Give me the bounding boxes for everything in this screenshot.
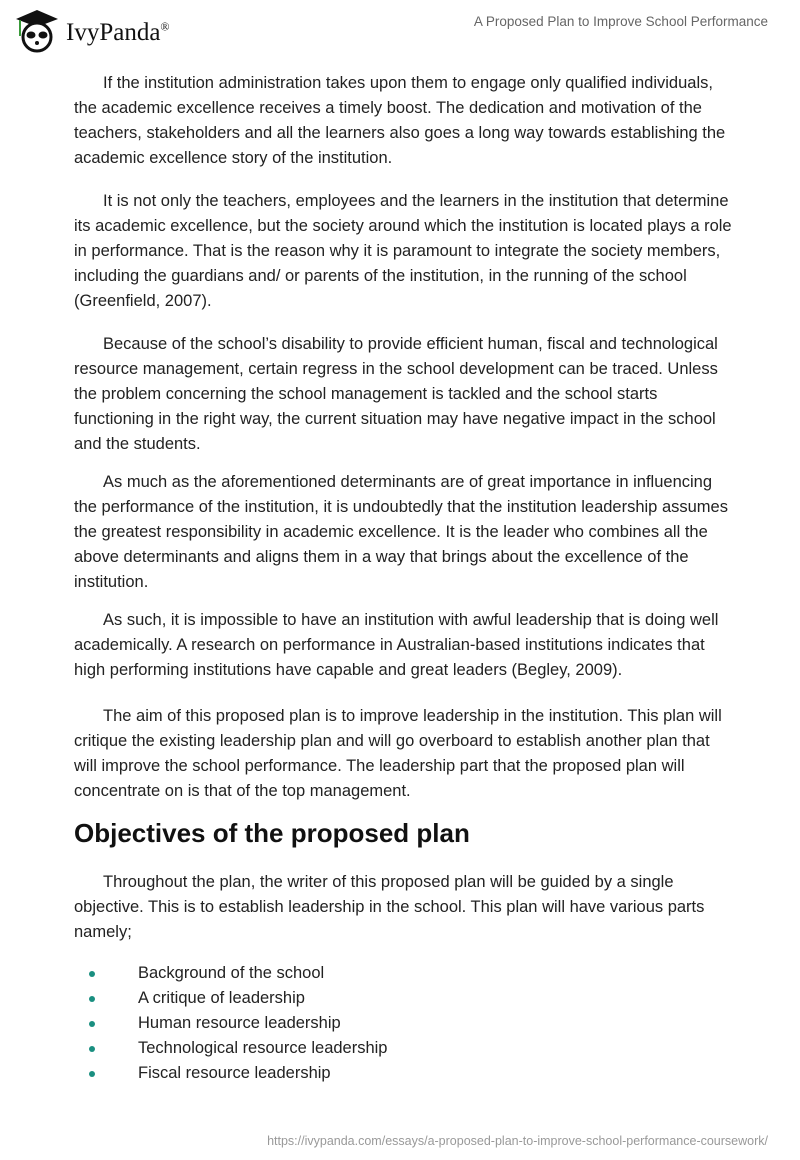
paragraph: If the institution administration takes upon them to engage only qualified individuals, the academic excellence receives a timely boost. The dedication and motivation of the teachers, stakeholders and all the learners also goes a long way towards establishing the academic excellence story of the institution. <box>74 74 726 167</box>
plan-parts-list <box>74 961 387 1086</box>
panda-graduate-icon <box>14 8 60 54</box>
list-item: A critique of leadership <box>74 986 387 1011</box>
source-url[interactable]: https://ivypanda.com/essays/a-proposed-plan-to-improve-school-performance-coursework/ <box>267 1134 768 1148</box>
section-heading: Objectives of the proposed plan <box>74 818 470 848</box>
list-item: Background of the school <box>74 961 387 986</box>
bullet-icon <box>89 971 95 977</box>
bullet-icon <box>89 1046 95 1052</box>
objectives-intro: Throughout the plan, the writer of this proposed plan will be guided by a single objective. This is to establish leadership in the school. This plan will have various parts namely; <box>74 873 705 941</box>
bullet-icon <box>89 1021 95 1027</box>
bullet-icon <box>89 1071 95 1077</box>
paragraph: As much as the aforementioned determinants are of great importance in influencing the performance of the institution, it is undoubtedly that the institution leadership assumes the greatest responsibility in academic excellence. It is the leader who combines all the above determinants and aligns them in a way that brings about the excellence of the institution. <box>74 473 728 591</box>
paragraph: The aim of this proposed plan is to improve leadership in the institution. This plan will critique the existing leadership plan and will go overboard to establish another plan that will improve the school performance. The leadership part that the proposed plan will concentrate on is that of the top management. <box>74 707 722 800</box>
document-title: A Proposed Plan to Improve School Performance <box>473 14 768 29</box>
list-item: Technological resource leadership <box>74 1036 387 1061</box>
paragraph: Because of the school’s disability to provide efficient human, fiscal and technological resource management, certain regress in the school development can be traced. Unless the problem concerning the school management is tackled and the school starts functioning in the right way, the current situation may have negative impact in the school and the students. <box>74 335 718 453</box>
list-item: Human resource leadership <box>74 1011 387 1036</box>
registered-mark: ® <box>160 19 170 34</box>
paragraph: As such, it is impossible to have an institution with awful leadership that is doing well academically. A research on performance in Australian-based institutions indicates that high performing institutions have capable and great leaders (Begley, 2009). <box>74 611 719 679</box>
list-item: Fiscal resource leadership <box>74 1061 387 1086</box>
brand-name: IvyPanda <box>66 19 161 46</box>
ivypanda-logo[interactable] <box>14 8 170 54</box>
paragraph: It is not only the teachers, employees and the learners in the institution that determine its academic excellence, but the society around which the institution is located plays a role in performance. That is the reason why it is paramount to integrate the society members, including the guardians and/ or parents of the institution, in the running of the school (Greenfield, 2007). <box>74 192 732 310</box>
bullet-icon <box>89 996 95 1002</box>
